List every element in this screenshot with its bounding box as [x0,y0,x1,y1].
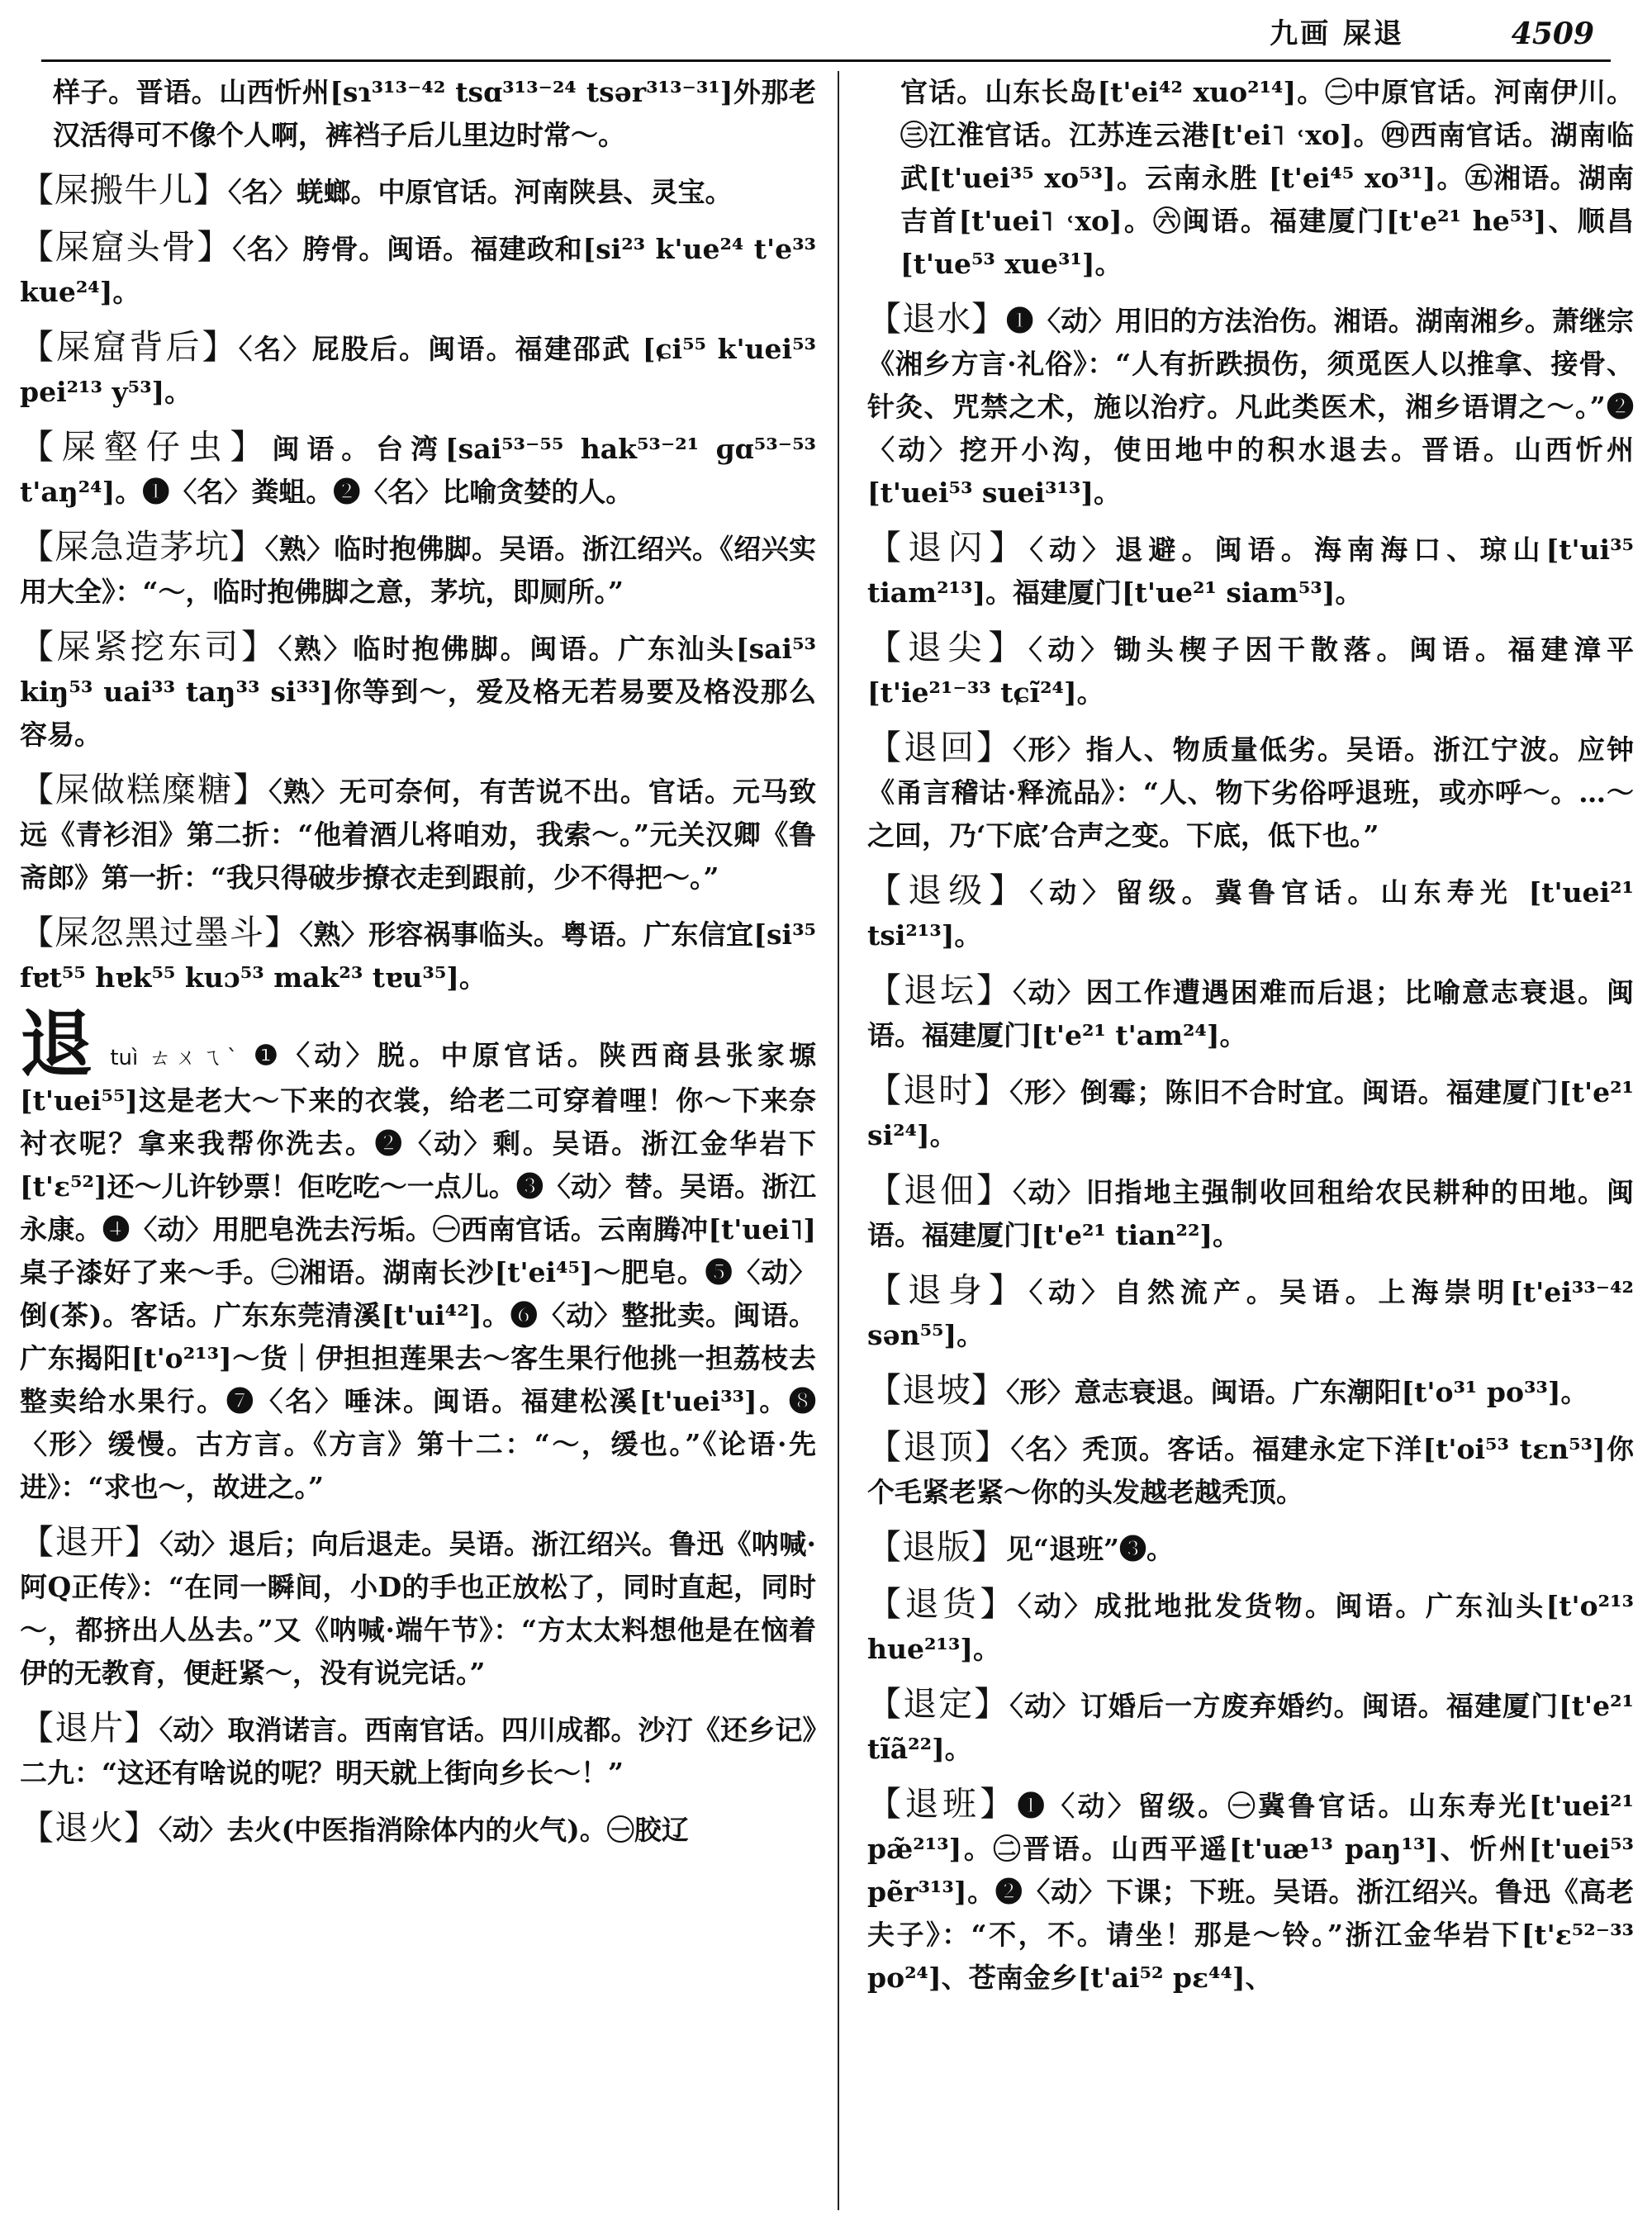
entry-headword: 【退火】 [20,1808,159,1848]
dictionary-entry [20,911,816,999]
dictionary-entry [867,626,1634,714]
dictionary-entry [867,297,1634,515]
entry-headword: 【退尖】 [867,628,1029,667]
entry-text: 〈名〉胯骨。闽语。福建政和[si²³ k'ue²⁴ t'e³³ kue²⁴]。 [20,233,816,308]
dictionary-entry [867,1782,1634,2000]
entry-headword: 【退顶】 [867,1427,1011,1467]
entry-headword: 【屎搬牛儿】 [20,170,228,210]
entry-text: 〈动〉取消诺言。西南官话。四川成都。沙汀《还乡记》二九：“这还有啥说的呢？明天就上街向乡长～！” [20,1714,816,1789]
entry-text: 〈动〉自然流产。吴语。上海崇明[t'ei³³⁻⁴² sən⁵⁵]。 [867,1276,1634,1351]
main-entry [20,1001,816,1509]
entry-text: 〈熟〉无可奈何，有苦说不出。官话。元马致远《青衫泪》第二折：“他着酒儿将咱劝，我索～。”元关汉卿《鲁斋郎》第一折：“我只得破步撩衣走到跟前，少不得把～。” [20,776,816,894]
dictionary-entry [867,1069,1634,1157]
column-divider [838,71,839,2210]
dictionary-entry [867,526,1634,614]
entry-headword: 【屎窟头骨】 [20,227,233,267]
entry-text: 〈动〉因工作遭遇困难而后退；比喻意志衰退。闽语。福建厦门[t'e²¹ t'am²⁴]。 [867,976,1634,1051]
entry-text: 〈动〉去火(中医指消除体内的火气)。㊀胶辽 [159,1814,689,1846]
left-column [20,71,816,2210]
entry-text: 〈动〉成批地批发货物。闽语。广东汕头[t'o²¹³ hue²¹³]。 [867,1590,1634,1665]
entry-headword: 【退时】 [867,1070,1010,1110]
dictionary-entry [20,325,816,414]
entry-headword: 【退定】 [867,1684,1010,1724]
entry-headword: 【退回】 [867,728,1014,767]
entry-headword: 【屎急造茅坑】 [20,527,265,567]
dictionary-entry [20,1521,816,1695]
dictionary-entry [867,1369,1634,1414]
dictionary-entry [867,869,1634,957]
entry-text: 〈熟〉临时抱佛脚。闽语。广东汕头[sai⁵³ kiŋ⁵³ uai³³ taŋ³³ si³³]你等到～，爱及格无若易要及格没那么容易。 [20,633,816,751]
dictionary-entry [867,969,1634,1057]
entry-headword: 【退闪】 [867,528,1030,567]
entry-text: 〈形〉倒霉；陈旧不合时宜。闽语。福建厦门[t'e²¹ si²⁴]。 [867,1076,1634,1151]
dictionary-entry [867,71,1634,286]
dictionary-entry [867,1169,1634,1257]
entry-text: 〈动〉订婚后一方废弃婚约。闽语。福建厦门[t'e²¹ tĩã²²]。 [867,1690,1634,1765]
entry-text: 〈形〉指人、物质量低劣。吴语。浙江宁波。应钟《甬言稽诂·释流品》：“人、物下劣俗呼退班，或亦呼～。…～之回，乃‘下底’合声之变。下底，低下也。” [867,733,1634,852]
entry-headword: 【屎壑仔虫】 [20,427,273,467]
entry-text: 官话。山东长岛[t'ei⁴² xuo²¹⁴]。㊁中原官话。河南伊川。㊂江淮官话。江苏连云港[t'ei˥ ˓xo]。㊃西南官话。湖南临武[t'uei³⁵ xo⁵³]。云南永胜 [t'ei⁴⁵ xo³¹]。㊄湘语。湖南吉首[t'uei˥ ˓xo]。㊅闽语。福建厦门[t'e²¹ he⁵³]、顺昌[t'ue⁵³ xue³¹]。 [900,76,1634,280]
entry-text: 〈名〉屁股后。闽语。福建邵武 [ɕi⁵⁵ k'uei⁵³ pei²¹³ y⁵³]。 [20,333,816,408]
entry-headword: 【退级】 [867,871,1030,910]
entry-text: 〈名〉蜣螂。中原官话。河南陕县、灵宝。 [228,176,733,208]
entry-text: 〈形〉意志衰退。闽语。广东潮阳[t'o³¹ po³³]。 [1006,1376,1588,1408]
entry-headword: 【屎紧挖东司】 [20,627,278,667]
dictionary-entry [20,1706,816,1795]
dictionary-entry [20,1806,816,1852]
main-headword: 退 [20,1001,97,1087]
entry-headword: 【屎窟背后】 [20,327,239,367]
page-number: 4509 [1511,17,1594,51]
entry-headword: 【退货】 [867,1584,1018,1624]
entry-text: ❶〈动〉留级。㊀冀鲁官话。山东寿光[t'uei²¹ pæ̃²¹³]。㊁晋语。山西平遥[t'uæ¹³ paŋ¹³]、忻州[t'uei⁵³ pẽr³¹³]。❷〈动〉下课；下班。吴语。浙江绍兴。鲁迅《高老夫子》：“不，不。请坐！那是～铃。”浙江金华岩下[t'ɛ⁵²⁻³³ po²⁴]、苍南金乡[t'ai⁵² pɛ⁴⁴]、 [867,1790,1634,1994]
entry-text: 闽语。台湾[sai⁵³⁻⁵⁵ hak⁵³⁻²¹ ɡɑ⁵³⁻⁵³ t'aŋ²⁴]。❶〈名〉粪蛆。❷〈名〉比喻贪婪的人。 [20,433,816,508]
dictionary-entry [20,625,816,757]
entry-reading: tuì ㄊㄨㄟˋ [110,1046,243,1070]
entry-text: 〈动〉退后；向后退走。吴语。浙江绍兴。鲁迅《呐喊·阿Q正传》：“在同一瞬间，小D的手也正放松了，同时直起，同时～，都挤出人丛去。”又《呐喊·端午节》：“方太太料想他是在恼着伊的无教育，便赶紧～，没有说完话。” [20,1528,816,1689]
entry-headword: 【退坛】 [867,970,1014,1010]
entry-text: ❶〈动〉用旧的方法治伤。湘语。湖南湘乡。萧继宗《湘乡方言·礼俗》：“人有折跌损伤，须觅医人以推拿、接骨、针灸、咒禁之术，施以治疗。凡此类医术，湘乡语谓之～。”❷〈动〉挖开小沟，使田地中的积水退去。晋语。山西忻州[t'uei⁵³ suei³¹³]。 [867,305,1634,509]
dictionary-entry [867,726,1634,857]
entry-headword: 【退开】 [20,1522,160,1562]
entry-headword: 【退片】 [20,1708,159,1748]
dictionary-entry [867,1426,1634,1514]
entry-headword: 【退佃】 [867,1170,1014,1210]
entry-headword: 【屎忽黑过墨斗】 [20,913,300,952]
entry-headword: 【退身】 [867,1270,1029,1310]
entry-text: 〈动〉留级。冀鲁官话。山东寿光 [t'uei²¹ tsi²¹³]。 [867,876,1634,951]
entry-text: ❶〈动〉脱。中原官话。陕西商县张家塬[t'uei⁵⁵]这是老大～下来的衣裳，给老二可穿着哩！你～下来奈衬衣呢？拿来我帮你洗去。❷〈动〉剩。吴语。浙江金华岩下[t'ɛ⁵²]还～儿许钞票！佢吃吃～一点儿。❸〈动〉替。吴语。浙江永康。❹〈动〉用肥皂洗去污垢。㊀西南官话。云南腾冲[t'uei˥]桌子漆好了来～手。㊁湘语。湖南长沙[t'ei⁴⁵]～肥皂。❺〈动〉倒(茶)。客话。广东东莞清溪[t'ui⁴²]。❻〈动〉整批卖。闽语。广东揭阳[t'o²¹³]～货｜伊担担莲果去～客生果行他挑一担荔枝去整卖给水果行。❼〈名〉唾沫。闽语。福建松溪[t'uei³³]。❽〈形〉缓慢。古方言。《方言》第十二：“～，缓也。”《论语·先进》：“求也～，故进之。” [20,1039,816,1503]
entry-headword: 【屎做糕糜糖】 [20,770,269,809]
section-title: 九画 屎退 [1270,17,1404,50]
page-header [41,0,1611,62]
entry-text: 〈动〉旧指地主强制收回租给农民耕种的田地。闽语。福建厦门[t'e²¹ tian²²]。 [867,1176,1634,1251]
dictionary-entry [867,1525,1634,1571]
entry-text: 〈熟〉临时抱佛脚。吴语。浙江绍兴。《绍兴实用大全》：“～，临时抱佛脚之意，茅坑，即厕所。” [20,533,816,608]
entry-headword: 【退版】 [867,1527,1006,1567]
entry-headword: 【退坡】 [867,1370,1006,1410]
dictionary-entry [20,425,816,514]
dictionary-entry [867,1682,1634,1771]
dictionary-entry [20,525,816,614]
dictionary-entry [20,225,816,314]
dictionary-entry [20,168,816,214]
entry-headword: 【退班】 [867,1784,1018,1824]
entry-text: 样子。晋语。山西忻州[sɿ³¹³⁻⁴² tsɑ³¹³⁻²⁴ tsər³¹³⁻³¹]外那老汉活得可不像个人啊，裤裆子后儿里边时常～。 [53,76,816,151]
entry-text: 〈动〉锄头楔子因干散落。闽语。福建漳平[t'ie²¹⁻³³ tɕĩ²⁴]。 [867,633,1634,709]
right-column [867,71,1634,2210]
dictionary-entry [867,1582,1634,1671]
dictionary-entry [867,1269,1634,1357]
entry-headword: 【退水】 [867,299,1007,339]
dictionary-entry [20,768,816,899]
entry-text: 〈动〉退避。闽语。海南海口、琼山[t'ui³⁵ tiam²¹³]。福建厦门[t'ue²¹ siam⁵³]。 [867,534,1634,609]
dictionary-entry [20,71,816,157]
entry-text: 见“退班”❸。 [1006,1533,1174,1565]
entry-text: 〈名〉秃顶。客话。福建永定下洋[t'oi⁵³ tɛn⁵³]你个毛紧老紧～你的头发越老越秃顶。 [867,1433,1634,1508]
entry-text: 〈熟〉形容祸事临头。粤语。广东信宜[si³⁵ fɐt⁵⁵ hɐk⁵⁵ kuɔ⁵³ mak²³ tɐu³⁵]。 [20,918,816,994]
